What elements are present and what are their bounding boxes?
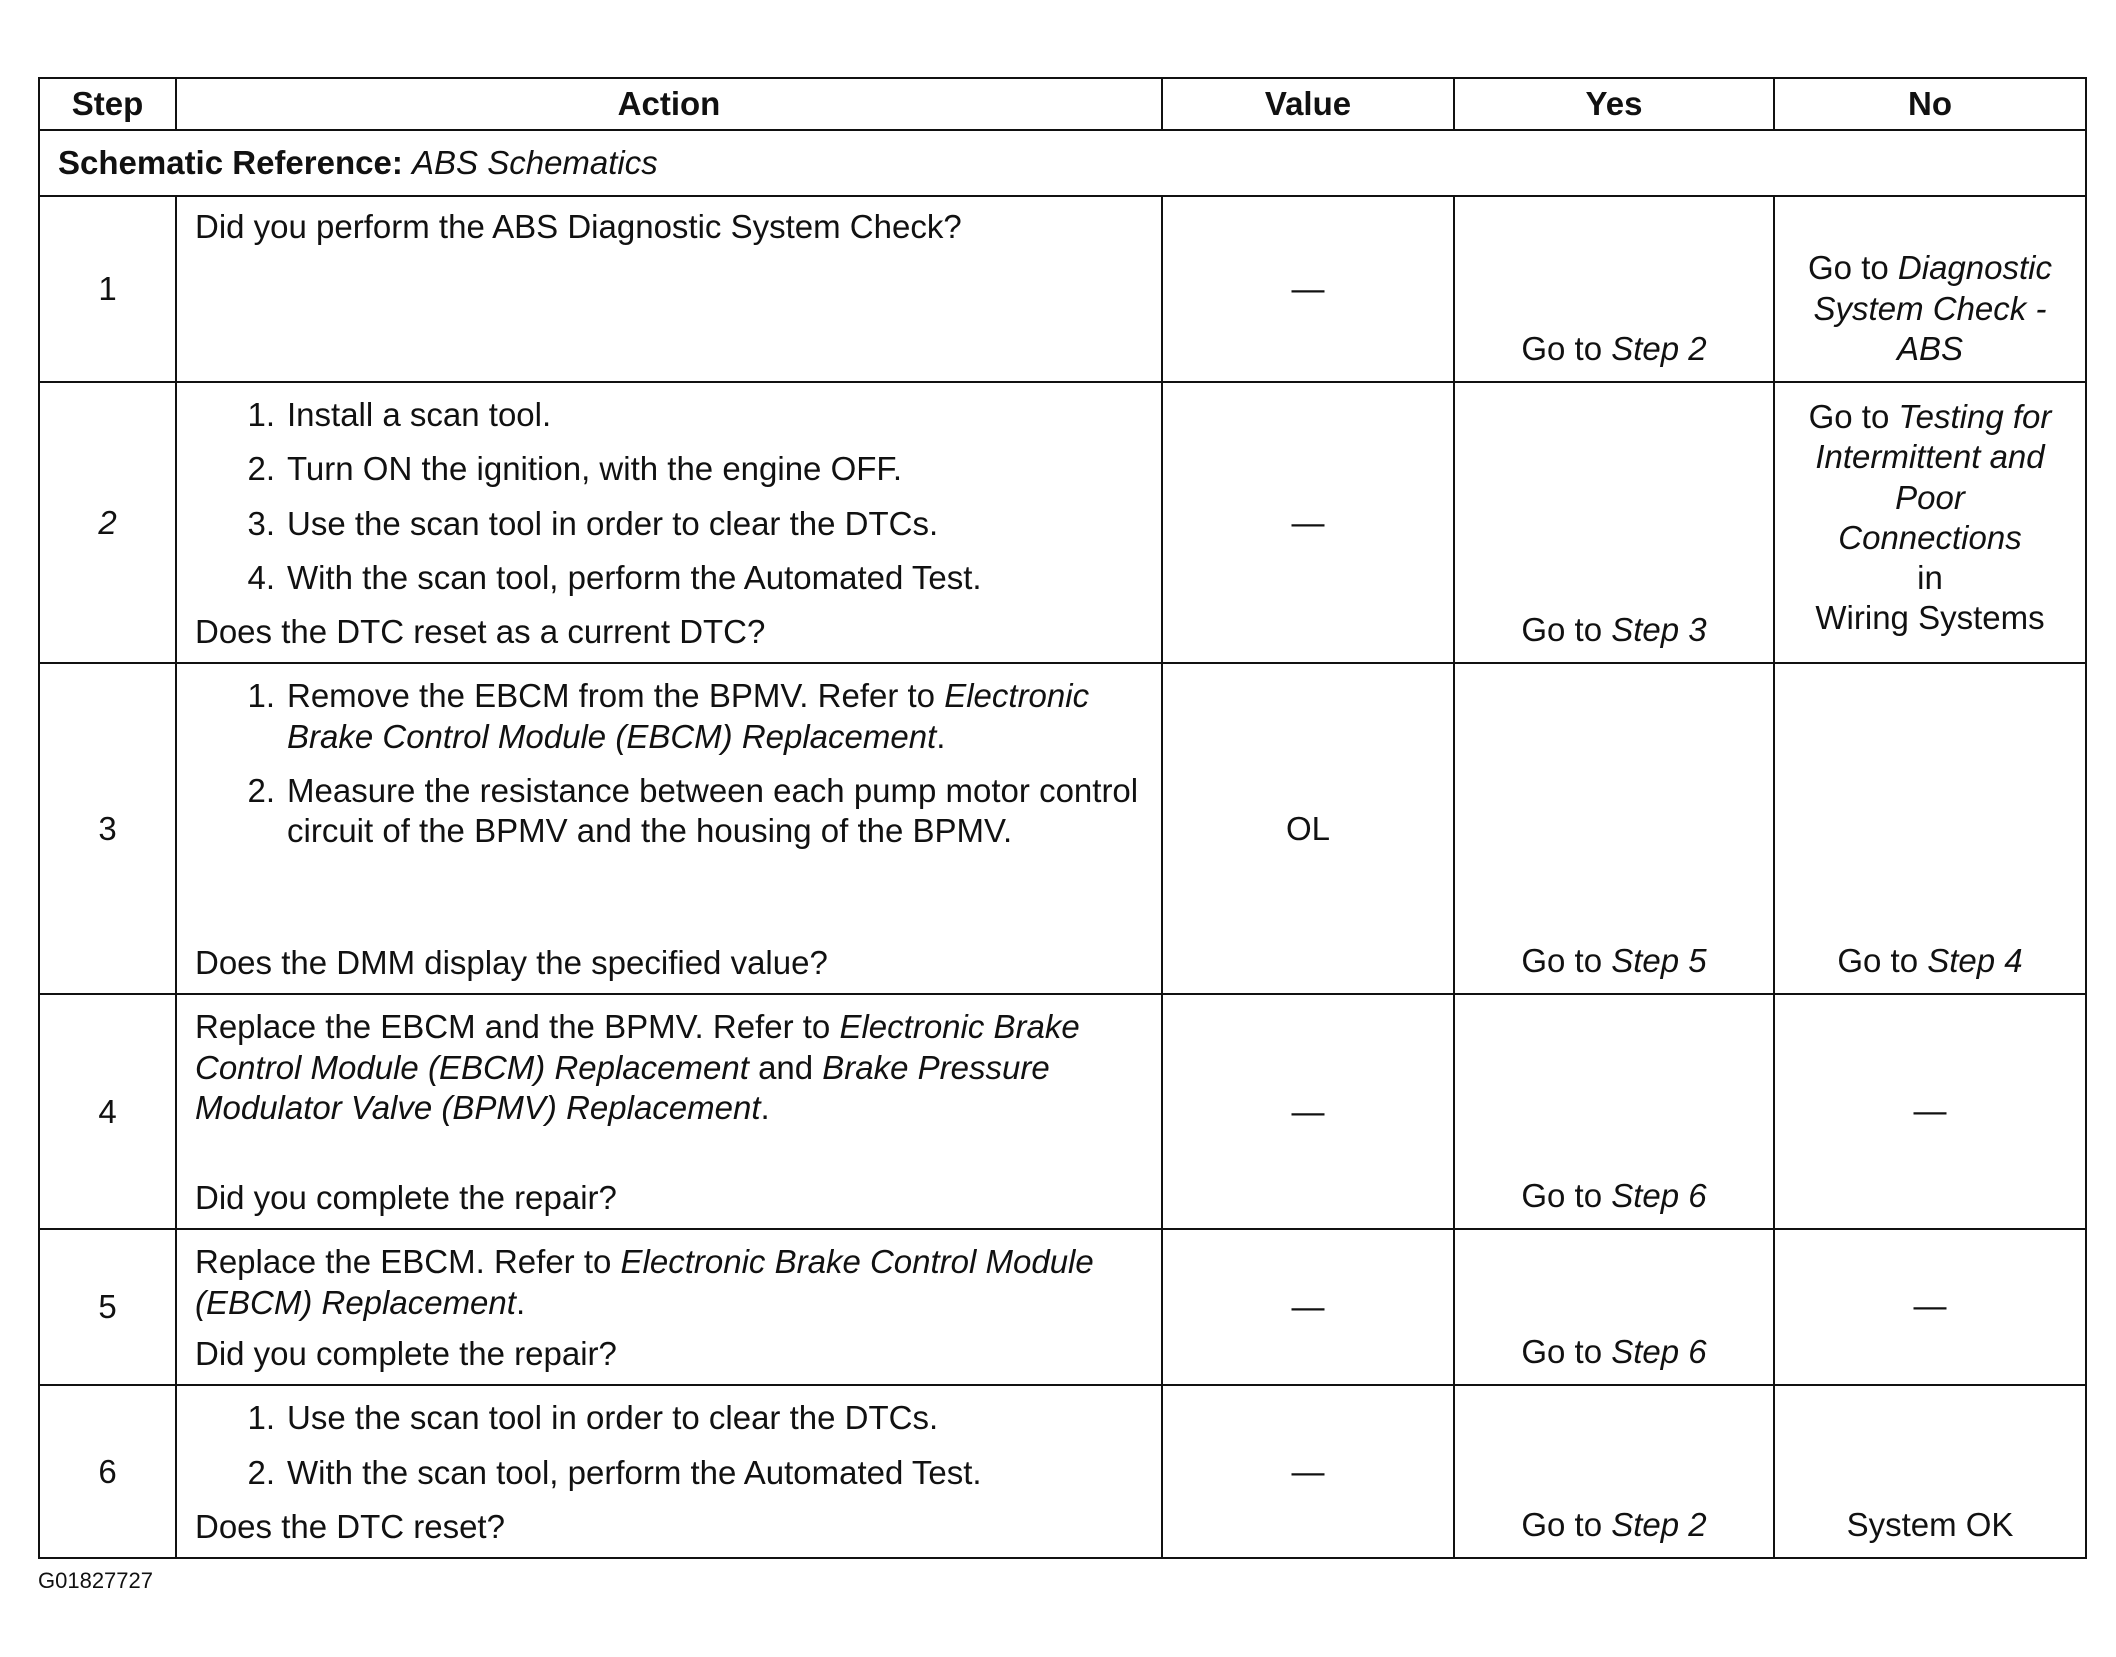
list-item: 1. Use the scan tool in order to clear the DTCs. — [247, 1399, 939, 1437]
yes-cell: Go to Step 5 — [1454, 663, 1774, 994]
table-row — [39, 382, 2086, 663]
table-row — [39, 1229, 2086, 1385]
yes-cell — [1454, 196, 1774, 382]
yes-prefix: Go to — [1521, 329, 1603, 367]
diagnostic-table — [38, 77, 2087, 1559]
yes-link[interactable]: Step 2 — [1611, 329, 1707, 367]
list-item: 2. Turn ON the ignition, with the engine OFF. — [247, 450, 903, 488]
list-item: 1. Install a scan tool. — [247, 396, 552, 433]
action-question: Does the DMM display the specified value? — [195, 944, 828, 981]
value-cell: — — [1162, 382, 1454, 663]
no-cell: Go to Testing for Intermittent and Poor Connections in Wiring Systems — [1774, 382, 2086, 663]
no-link[interactable]: Step 4 — [1927, 942, 2023, 979]
step-number: 3 — [39, 663, 176, 994]
value-cell: — — [1162, 1385, 1454, 1558]
value-cell: — — [1162, 1229, 1454, 1385]
yes-link[interactable]: Step 3 — [1611, 611, 1707, 648]
header-no: No — [1774, 78, 2086, 130]
no-cell: — — [1774, 994, 2086, 1229]
list-item: 3. Use the scan tool in order to clear the DTCs. — [247, 504, 939, 542]
action-cell — [176, 994, 1162, 1229]
value-cell: — — [1162, 196, 1454, 382]
action-link[interactable]: Electronic Brake Control Module (EBCM) Replacement — [195, 1243, 1094, 1321]
reference-label: Schematic Reference: — [58, 143, 403, 181]
yes-link[interactable]: Step 2 — [1611, 1505, 1707, 1543]
step-number: 5 — [39, 1229, 176, 1385]
yes-cell: Go to Step 2 — [1454, 1385, 1774, 1558]
yes-link[interactable]: Step 5 — [1611, 942, 1707, 979]
action-cell — [176, 1229, 1162, 1385]
list-item: 4. With the scan tool, perform the Automated Test. — [247, 558, 982, 596]
figure-id: G01827727 — [38, 1568, 153, 1593]
action-cell — [176, 196, 1162, 382]
header-row — [39, 78, 2086, 130]
reference-link[interactable]: ABS Schematics — [412, 143, 658, 181]
no-cell: System OK — [1774, 1385, 2086, 1558]
header-value: Value — [1162, 78, 1454, 130]
list-item: 2. Measure the resistance between each pump motor control circuit of the BPMV and the housing of the BPMV. — [247, 771, 1139, 849]
action-cell — [176, 663, 1162, 994]
action-text: Replace the EBCM and the BPMV. Refer to Electronic Brake Control Module (EBCM) Replacement and Brake Pressure Modulator Valve (BPMV) Replacement. — [195, 1008, 1080, 1126]
no-link[interactable]: Diagnostic System Check - ABS — [1813, 249, 2052, 367]
action-steps — [195, 395, 1143, 612]
table-row — [39, 994, 2086, 1229]
value-cell: OL — [1162, 663, 1454, 994]
action-steps — [195, 676, 1143, 865]
action-link[interactable]: Electronic Brake Control Module (EBCM) Replacement — [287, 677, 1090, 755]
action-steps — [195, 1398, 1143, 1507]
no-cell: Go to Step 4 — [1774, 663, 2086, 994]
list-item: 2. With the scan tool, perform the Automated Test. — [247, 1453, 982, 1491]
action-question: Did you perform the ABS Diagnostic System Check? — [195, 208, 962, 245]
action-cell — [176, 1385, 1162, 1558]
yes-link[interactable]: Step 6 — [1611, 1177, 1707, 1214]
action-cell — [176, 382, 1162, 663]
yes-cell: Go to Step 3 — [1454, 382, 1774, 663]
no-prefix: Go to — [1808, 249, 1889, 287]
header-yes: Yes — [1454, 78, 1774, 130]
action-question: Does the DTC reset? — [195, 1507, 505, 1545]
yes-cell: Go to Step 6 — [1454, 994, 1774, 1229]
action-question: Did you complete the repair? — [195, 1335, 617, 1372]
table-row — [39, 663, 2086, 994]
schematic-reference — [39, 130, 2086, 196]
action-link[interactable]: Electronic Brake Control Module (EBCM) Replacement — [195, 1008, 1080, 1086]
action-question: Did you complete the repair? — [195, 1179, 617, 1216]
step-number: 1 — [39, 196, 176, 382]
no-suffix: Wiring Systems — [1815, 599, 2045, 637]
step-number: 2 — [39, 382, 176, 663]
yes-link[interactable]: Step 6 — [1611, 1333, 1707, 1370]
no-cell: — — [1774, 1229, 2086, 1385]
table-row — [39, 1385, 2086, 1558]
table-row — [39, 196, 2086, 382]
value-cell: — — [1162, 994, 1454, 1229]
no-cell — [1774, 196, 2086, 382]
no-link[interactable]: Testing for Intermittent and Poor Connections — [1815, 398, 2052, 556]
action-question: Does the DTC reset as a current DTC? — [195, 613, 766, 650]
step-number: 6 — [39, 1385, 176, 1558]
list-item: 1. Remove the EBCM from the BPMV. Refer to Electronic Brake Control Module (EBCM) Replacement. — [247, 677, 1090, 755]
header-step: Step — [39, 78, 176, 130]
action-text: Replace the EBCM. Refer to Electronic Brake Control Module (EBCM) Replacement. — [195, 1243, 1094, 1321]
yes-cell: Go to Step 6 — [1454, 1229, 1774, 1385]
action-link[interactable]: Brake Pressure Modulator Valve (BPMV) Replacement — [195, 1048, 1050, 1126]
no-mid: in — [1917, 559, 1943, 596]
header-action: Action — [176, 78, 1162, 130]
reference-row — [39, 130, 2086, 196]
step-number: 4 — [39, 994, 176, 1229]
